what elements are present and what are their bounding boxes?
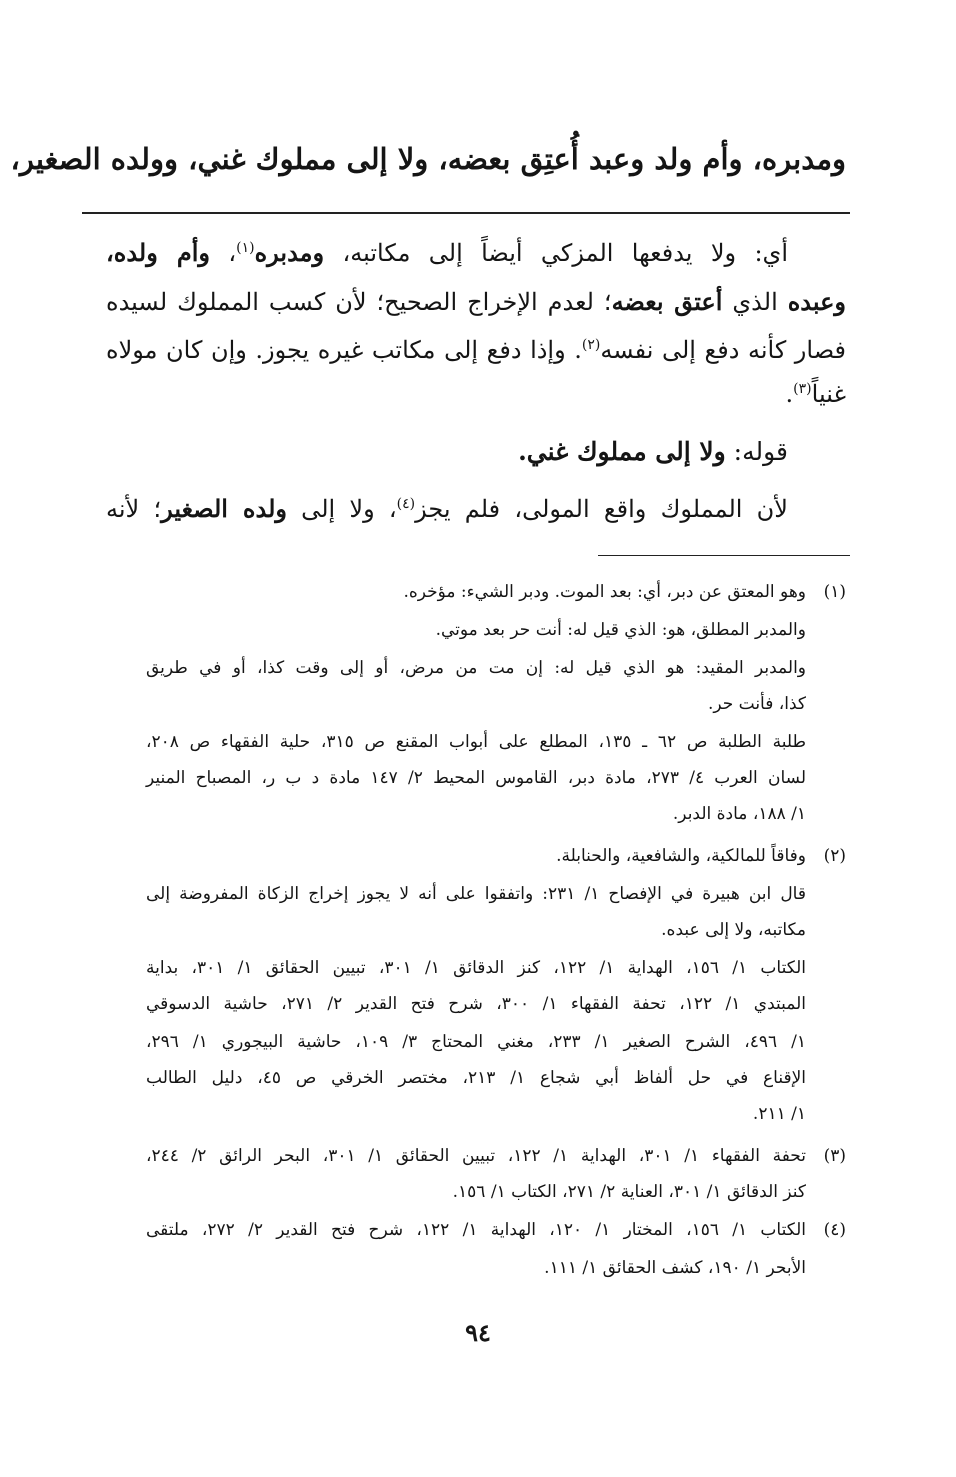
footnote-number-1: (١) [823, 582, 846, 602]
body-line-3 [106, 336, 846, 364]
footnote-2-line-3: مكاتبه، ولا إلى عبده. [661, 920, 806, 940]
footnote-1-line-2: والمدبر المطلق، هو: الذي قيل له: أنت حر بعد موتي. [435, 620, 806, 640]
footnote-number-3: (٣) [823, 1146, 846, 1166]
body-text: ؛ لعدم الإخراج الصحيح؛ لأن كسب المملوك لسيده [106, 288, 612, 316]
footnote-ref-2: (٢) [581, 337, 601, 353]
body-line-4 [106, 380, 846, 408]
body-text: ؛ لأنه [106, 495, 162, 523]
bold-term: ولده الصغير [161, 494, 287, 523]
body-text: أي: ولا يدفعها المزكي أيضاً إلى مكاتبه، [324, 239, 788, 267]
footnote-1-line-7: ١/ ١٨٨، مادة الدبر. [672, 804, 806, 824]
footnote-3-line-1: تحفة الفقهاء ١/ ٣٠١، الهداية ١/ ١٢٢، تبيين الحقائق ١/ ٣٠١، البحر الرائق ٢/ ٢٤٤، [146, 1146, 807, 1166]
quote-text: ولا إلى مملوك غني. [518, 437, 726, 466]
heading-divider [82, 212, 850, 214]
body-line-6 [106, 494, 788, 523]
footnote-2-line-5: المبتدي ١/ ١٢٢، تحفة الفقهاء ١/ ٣٠٠، شرح فتح القدير ٢/ ٢٧١، حاشية الدسوقي [146, 994, 807, 1014]
body-text: لأن المملوك واقع المولى، فلم يجز [415, 495, 788, 523]
body-text: ، ولا إلى [286, 495, 397, 523]
footnote-4-line-1: الكتاب ١/ ١٥٦، المختار ١/ ١٢٠، الهداية ١/ ١٢٢، شرح فتح القدير ٢/ ٢٧٢، ملتقى [146, 1220, 807, 1240]
body-line-2 [106, 287, 846, 316]
body-line-1 [106, 238, 788, 267]
footnote-4-line-2: الأبحر ١/ ١٩٠، كشف الحقائق ١/ ١١١. [544, 1258, 806, 1278]
page-number: ٩٤ [465, 1318, 491, 1347]
bold-term: وأم ولده، [106, 238, 211, 267]
footnote-ref-1: (١) [236, 240, 255, 256]
bold-term: ومدبره [254, 238, 325, 267]
footnote-1-line-3: والمدبر المقيد: هو الذي قيل له: إن مت من مرض، أو إلى وقت كذا، أو في طريق [146, 658, 806, 678]
footnote-2-line-8: ١/ ٢١١. [752, 1104, 806, 1124]
footnote-2-line-4: الكتاب ١/ ١٥٦، الهداية ١/ ١٢٢، كنز الدقائق ١/ ٣٠١، تبيين الحقائق ١/ ٣٠١، بداية [146, 958, 806, 978]
footnote-1-line-4: كذا، فأنت حر. [707, 694, 806, 714]
footnote-ref-3: (٣) [793, 381, 812, 397]
body-text: ، [210, 239, 237, 267]
quote-label: قوله: [725, 437, 788, 466]
body-text: الذي [722, 288, 788, 316]
body-text: . [785, 380, 794, 408]
body-text: غنياً [811, 380, 846, 408]
bold-term: وعبده [787, 287, 847, 316]
body-text: فصار كأنه دفع إلى نفسه [600, 336, 846, 364]
footnote-2-line-2: قال ابن هبيرة في الإفصاح ١/ ٢٣١: واتفقوا على أنه لا يجوز إخراج الزكاة المفروضة إلى [146, 884, 806, 904]
footnote-number-2: (٢) [823, 846, 846, 866]
matn-heading: ومدبره، وأم ولد وعبد أُعتِق بعضه، ولا إلى مملوك غني، وولده الصغير، [10, 142, 846, 176]
footnote-ref-4: (٤) [396, 496, 416, 512]
bold-term: أعتق بعضه [611, 287, 723, 316]
body-text: . وإذا دفع إلى مكاتب غيره يجوز. وإن كان مولاه [106, 336, 582, 364]
quoted-matn [518, 437, 788, 466]
footnote-divider [598, 555, 850, 556]
footnote-number-4: (٤) [823, 1220, 846, 1240]
footnote-1-line-5: طلبة الطلبة ص ٦٢ ـ ١٣٥، المطلع على أبواب المقنع ص ٣١٥، حلية الفقهاء ص ٢٠٨، [146, 732, 806, 752]
footnote-2-line-6: ١/ ٤٩٦، الشرح الصغير ١/ ٢٣٣، مغني المحتاج ٣/ ١٠٩، حاشية البيجوري ١/ ٢٩٦، [146, 1032, 807, 1052]
footnote-1-line-1: وهو المعتق عن دبر، أي: بعد الموت. ودبر الشيء: مؤخره. [403, 582, 806, 602]
footnote-1-line-6: لسان العرب ٤/ ٢٧٣، مادة دبر، القاموس المحيط ٢/ ١٤٧ مادة د ب ر، المصباح المنير [146, 768, 806, 788]
footnote-2-line-1: وفاقاً للمالكية، والشافعية، والحنابلة. [556, 846, 806, 866]
footnote-2-line-7: الإقناع في حل ألفاظ أبي شجاع ١/ ٢١٣، مختصر الخرقي ص ٤٥، دليل الطالب [146, 1068, 806, 1088]
footnote-3-line-2: كنز الدقائق ١/ ٣٠١، العناية ٢/ ٢٧١، الكتاب ١/ ١٥٦. [452, 1182, 806, 1202]
